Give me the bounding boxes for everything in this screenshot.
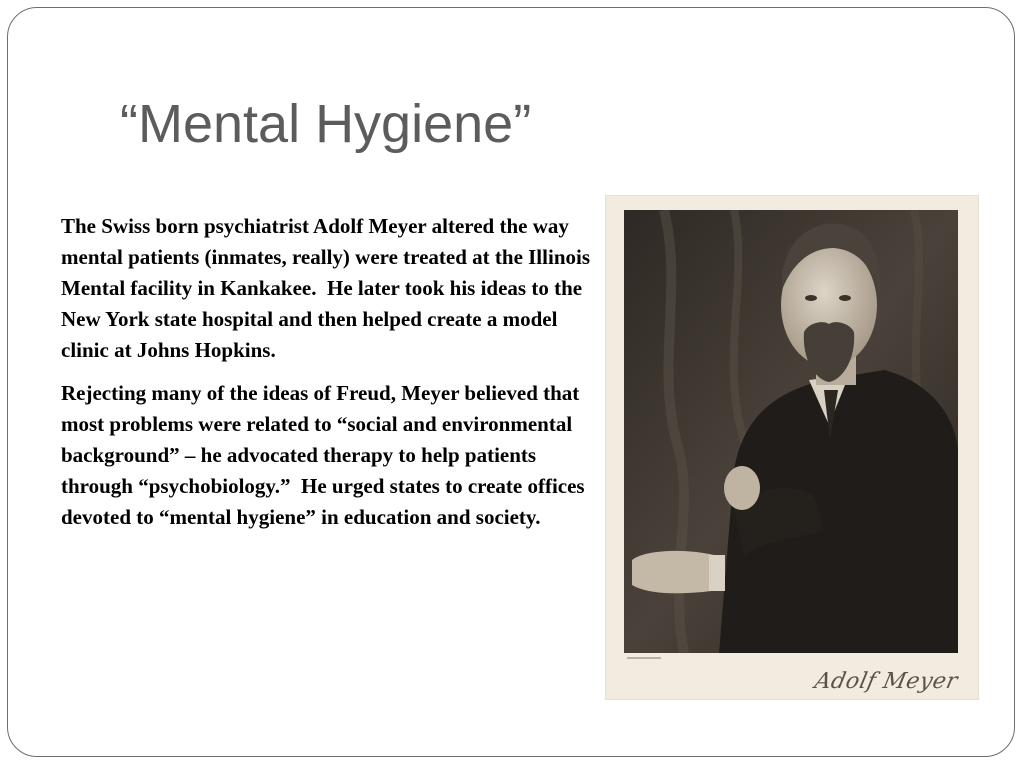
printer-mark [627, 657, 661, 659]
paragraph-meyer-theory: Rejecting many of the ideas of Freud, Meyer believed that most problems were related to “social and environmental background” – he advocated therapy to help patients through “psychobiology.” He urged states to create offices devoted to “mental hygiene” in education and society. [61, 381, 590, 529]
slide-title: “Mental Hygiene” [120, 94, 532, 154]
paragraph-meyer-career: The Swiss born psychiatrist Adolf Meyer altered the way mental patients (inmates, really) were treated at the Illinois Mental facility in Kankakee. He later took his ideas to the New York state hospital and then helped create a model clinic at Johns Hopkins. [61, 214, 596, 362]
portrait-mount [605, 195, 979, 700]
portrait-eye [839, 295, 851, 301]
portrait-cuff [709, 555, 725, 591]
portrait-illustration [624, 210, 958, 653]
portrait-eye [805, 295, 817, 301]
signature-adolf-meyer: Adolf Meyer [811, 669, 960, 694]
portrait-hand [724, 466, 760, 510]
portrait-hand [632, 551, 719, 593]
slide [7, 7, 1015, 757]
portrait-photo [624, 210, 958, 653]
slide-body [61, 211, 601, 545]
